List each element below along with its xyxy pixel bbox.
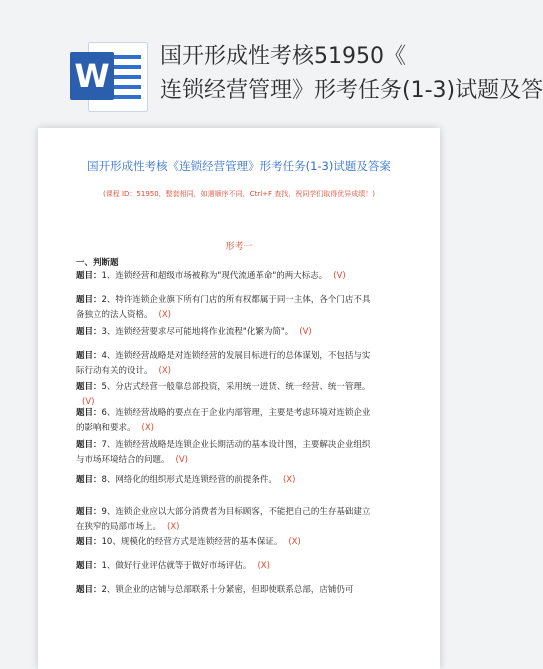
question-label: 题目： xyxy=(76,561,102,571)
question-text: 1、连锁经营和超级市场被称为"现代流通革命"的两大标志。 xyxy=(101,271,328,281)
question-item xyxy=(76,473,376,488)
answer-mark: (X) xyxy=(282,475,296,485)
question-text: 2、特许连锁企业旗下所有门店的所有权都属于同一主体，各个门店不具备独立的法人资格。 xyxy=(76,295,371,320)
banner-title-line2: 连锁经营管理》形考任务(1-3)试题及答 xyxy=(160,78,543,103)
question-item xyxy=(76,583,376,598)
question-item xyxy=(76,505,376,535)
question-item xyxy=(76,293,376,323)
question-text: 9、连锁企业应以大部分消费者为目标顾客，不能把自己的生存基础建立在狭窄的局部市场上。 xyxy=(76,507,371,532)
answer-mark: (V) xyxy=(82,397,95,407)
question-text: 1、做好行业评估就等于做好市场评估。 xyxy=(101,561,252,571)
question-item xyxy=(76,406,376,436)
section-heading: 形考一 xyxy=(225,242,253,252)
question-label: 题目： xyxy=(76,537,102,547)
question-text: 2、锁企业的店铺与总部联系十分紧密，但即使联系总部，店铺仍可 xyxy=(101,585,354,595)
question-item xyxy=(76,269,376,284)
question-label: 题目： xyxy=(76,408,102,418)
question-item xyxy=(76,438,376,468)
word-document-icon xyxy=(70,42,148,112)
question-label: 题目： xyxy=(76,382,102,392)
answer-mark: (X) xyxy=(158,366,171,376)
question-label: 题目： xyxy=(76,585,102,595)
banner-title-line1: 国开形成性考核51950《 xyxy=(160,44,406,69)
question-text: 10、规模化的经营方式是连锁经营的基本保证。 xyxy=(101,537,283,547)
answer-mark: (V) xyxy=(175,455,188,465)
question-label: 题目： xyxy=(76,271,102,281)
question-text: 8、网络化的组织形式是连锁经营的前提条件。 xyxy=(101,475,277,485)
question-item xyxy=(76,349,376,379)
answer-mark: (V) xyxy=(299,327,312,337)
question-text: 6、连锁经营战略的要点在于企业内部管理，主要是考虑环境对连锁企业的影响和要求。 xyxy=(76,408,371,433)
question-label: 题目： xyxy=(76,295,102,305)
question-text: 5、分店式经营一般靠总部投资，采用统一进货、统一经营、统一管理。 xyxy=(101,382,371,392)
question-item xyxy=(76,535,376,550)
word-badge: W xyxy=(70,52,114,100)
question-item xyxy=(76,325,376,340)
question-label: 题目： xyxy=(76,327,102,337)
answer-mark: (X) xyxy=(167,522,180,532)
answer-mark: (X) xyxy=(158,310,171,320)
question-item xyxy=(76,559,376,574)
answer-mark: (X) xyxy=(257,561,270,571)
document-note: (课程 ID：51950，整套相同，如遇顺序不同，Ctrl+F 查找，祝同学们取得优异成绩！) xyxy=(103,190,375,198)
banner-title xyxy=(160,40,543,108)
question-text: 7、连锁经营战略是连锁企业长期活动的基本设计图，主要解决企业组织与市场环境结合的问题。 xyxy=(76,440,371,465)
header-banner xyxy=(0,0,543,120)
document-page xyxy=(38,128,440,669)
answer-mark: (X) xyxy=(141,423,154,433)
document-title: 国开形成性考核《连锁经营管理》形考任务(1-3)试题及答案 xyxy=(87,159,391,173)
subheading: 一、判断题 xyxy=(76,258,119,268)
question-text: 3、连锁经营要求尽可能地将作业流程"化繁为简"。 xyxy=(101,327,294,337)
question-label: 题目： xyxy=(76,440,102,450)
question-label: 题目： xyxy=(76,351,102,361)
question-label: 题目： xyxy=(76,507,102,517)
question-text: 4、连锁经营战略是对连锁经营的发展目标进行的总体谋划，不包括与实际行动有关的设计。 xyxy=(76,351,371,376)
answer-mark: (X) xyxy=(288,537,301,547)
answer-mark: (V) xyxy=(333,271,346,281)
question-label: 题目： xyxy=(76,475,102,485)
